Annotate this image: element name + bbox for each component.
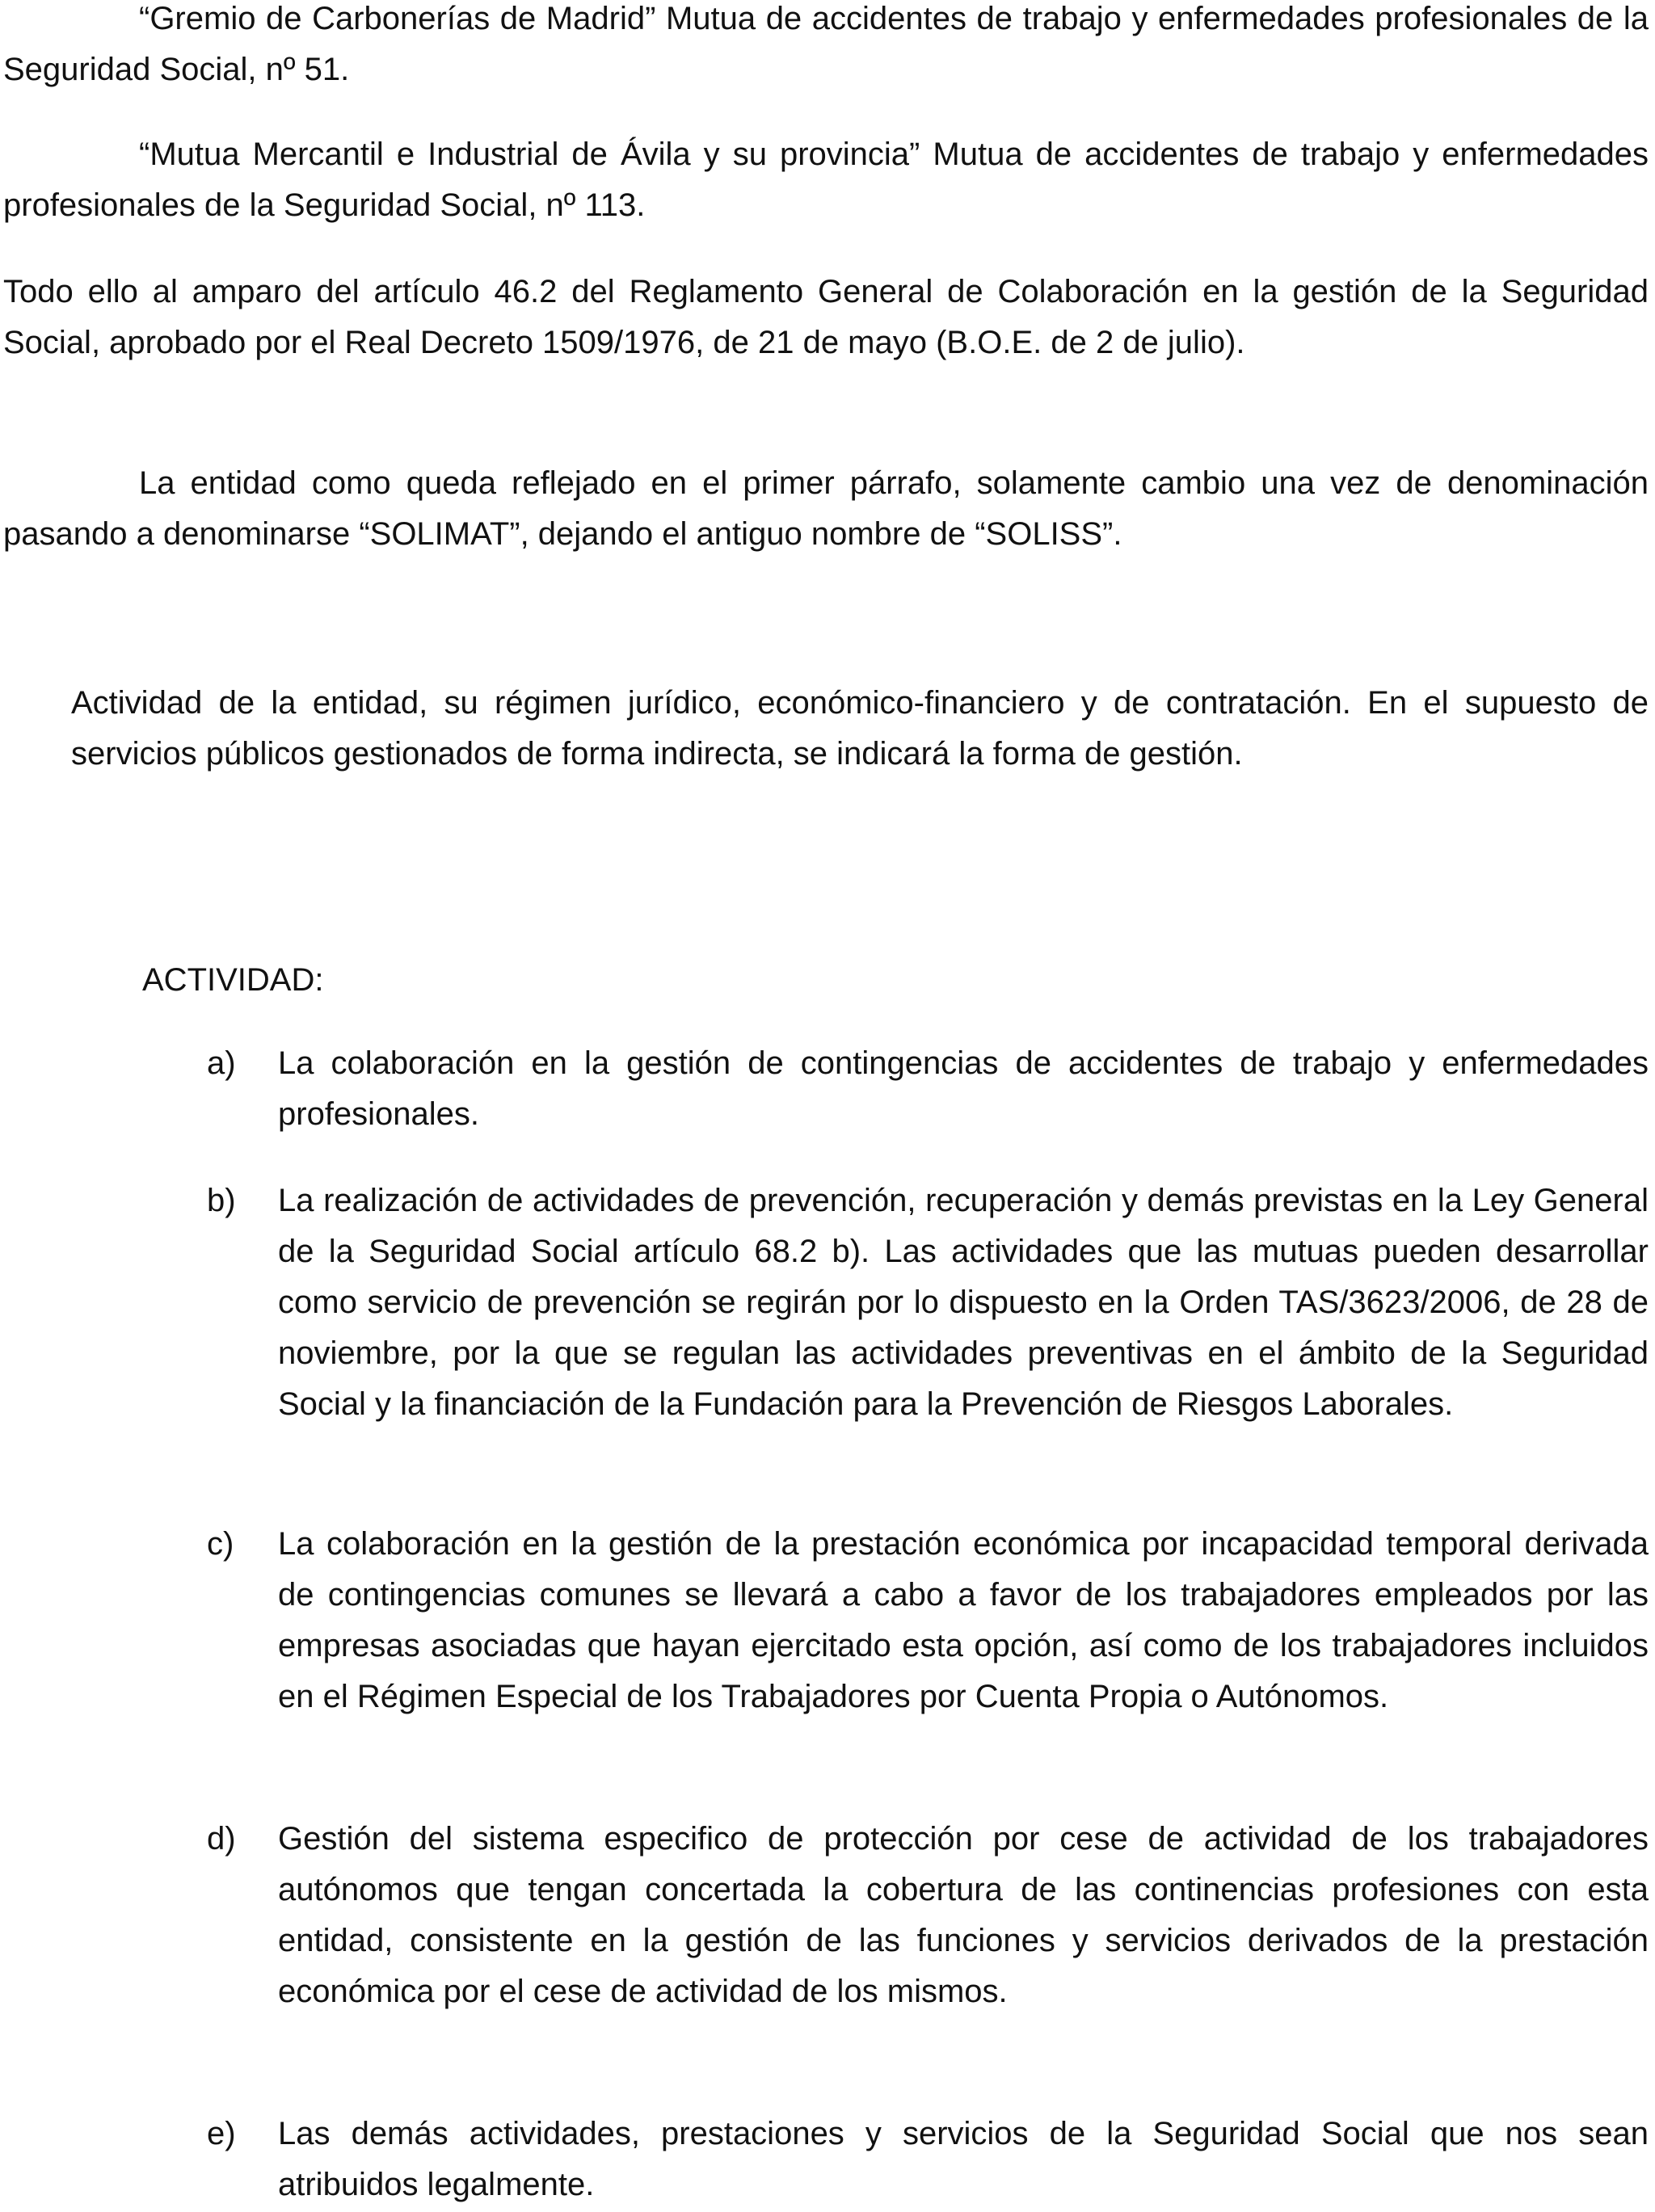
list-item-letter: a) [207,1045,236,1081]
list-item-letter: c) [207,1526,234,1562]
activity-list-item [207,1038,1649,1140]
list-item-text: La colaboración en la gestión de la prestación económica por incapacidad temporal derivada de contingencias comunes se llevará a cabo a favor de los trabajadores empleados por las empresas asociadas que hayan ejercitado esta opción, así como de los trabajadores incluidos en el Régimen Especial de los Trabajadores por Cuenta Propia o Autónomos. [278,1526,1649,1714]
paragraph-legal-basis: Todo ello al amparo del artículo 46.2 del Reglamento General de Colaboración en la gestión de la Seguridad Social, aprobado por el Real Decreto 1509/1976, de 21 de mayo (B.O.E. de 2 de julio). [3,274,1649,360]
activity-list-item [207,1814,1649,2017]
paragraph-mutua-avila: “Mutua Mercantil e Industrial de Ávila y su provincia” Mutua de accidentes de trabajo y enfermedades profesionales de la Seguridad Social, nº 113. [3,137,1649,223]
list-item-letter: b) [207,1183,236,1218]
list-item-text: Las demás actividades, prestaciones y servicios de la Seguridad Social que nos sean atribuidos legalmente. [278,2116,1649,2202]
activity-heading: ACTIVIDAD: [142,962,324,998]
list-item-letter: d) [207,1821,236,1857]
activity-list-item [207,1175,1649,1430]
activity-list-item [207,1519,1649,1722]
list-item-text: La colaboración en la gestión de contingencias de accidentes de trabajo y enfermedades profesionales. [278,1045,1649,1132]
list-item-text: La realización de actividades de prevención, recuperación y demás previstas en la Ley General de la Seguridad Social artículo 68.2 b). Las actividades que las mutuas pueden desarrollar como servicio de prevención se regirán por lo dispuesto en la Orden TAS/3623/2006, de 28 de noviembre, por la que se regulan las actividades preventivas en el ámbito de la Seguridad Social y la financiación de la Fundación para la Prevención de Riesgos Laborales. [278,1183,1649,1422]
list-item-letter: e) [207,2116,236,2151]
paragraph-mutua-carbonerias: “Gremio de Carbonerías de Madrid” Mutua de accidentes de trabajo y enfermedades profesionales de la Seguridad Social, nº 51. [3,1,1649,87]
list-item-text: Gestión del sistema especifico de protección por cese de actividad de los trabajadores autónomos que tengan concertada la cobertura de las continencias profesiones con esta entidad, consistente en la gestión de las funciones y servicios derivados de la prestación económica por el cese de actividad de los mismos. [278,1821,1649,2009]
activity-list-item [207,2109,1649,2210]
section-heading: Actividad de la entidad, su régimen jurídico, económico-financiero y de contratación. En el supuesto de servicios públicos gestionados de forma indirecta, se indicará la forma de gestión. [71,685,1649,772]
paragraph-name-change: La entidad como queda reflejado en el primer párrafo, solamente cambio una vez de denominación pasando a denominarse “SOLIMAT”, dejando el antiguo nombre de “SOLISS”. [3,465,1649,552]
